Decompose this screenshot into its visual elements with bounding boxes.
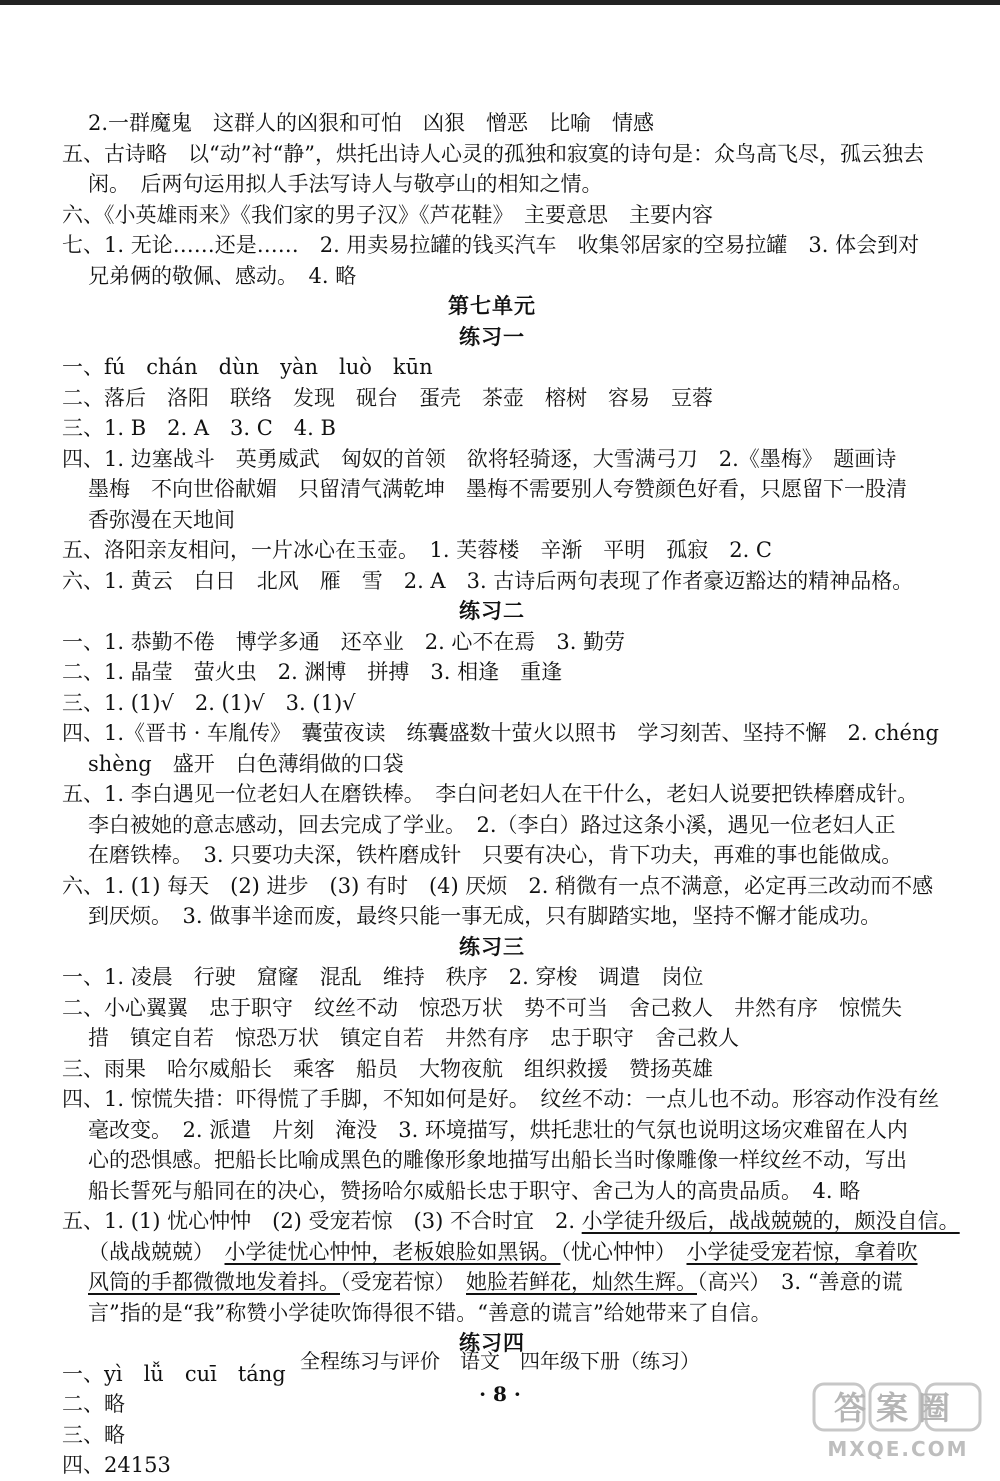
answer-line: 船长誓死与船同在的决心，赞扬哈尔威船长忠于职守、舍己为人的高贵品质。 4. 略 [88,1178,861,1203]
section-title-exercise-1: 练习一 [459,323,525,349]
answer-line: 二、落后 洛阳 联络 发现 砚台 蛋壳 茶壶 榕树 容易 豆蓉 [62,385,713,410]
answer-line: 三、雨果 哈尔威船长 乘客 船员 大物夜航 组织救援 赞扬英雄 [62,1056,713,1081]
answer-line: 一、1. 凌晨 行驶 窟窿 混乱 维持 秩序 2. 穿梭 调遣 岗位 [62,965,704,989]
answer-line: 墨梅 不向世俗献媚 只留清气满乾坤 墨梅不需要别人夸赞颜色好看，只愿留下一股清 [88,477,907,501]
top-border-rule [0,0,1000,5]
watermark-text-en: MXQE.COM [827,1437,969,1461]
answer-line: 六、1. 黄云 白日 北风 雁 雪 2. A 3. 古诗后两句表现了作者豪迈豁达的精神品格。 [62,568,914,593]
answer-line: 心的恐惧感。把船长比喻成黑色的雕像形象地描写出船长当时像雕像一样纹丝不动，写出 [88,1148,907,1172]
answer-content [62,108,960,1481]
watermark-logo [808,1380,988,1464]
answer-line: 三、1. (1)√ 2. (1)√ 3. (1)√ [62,690,356,715]
page-number: · 8 · [479,1382,521,1406]
answer-line: 李白被她的意志感动，回去完成了学业。 2.（李白）路过这条小溪，遇见一位老妇人正 [88,812,896,837]
book-footer: 全程练习与评价 语文 四年级下册（练习） [300,1349,700,1373]
answer-line: 措 镇定自若 惊恐万状 镇定自若 井然有序 忠于职守 舍己救人 [88,1026,739,1050]
answer-line: 2.一群魔鬼 这群人的凶狠和可怕 凶狠 憎恶 比喻 情感 [88,111,655,135]
answer-line: 四、1. 边塞战斗 英勇威武 匈奴的首领 欲将轻骑逐，大雪满弓刀 2.《墨梅》 题画诗 [62,446,897,471]
answer-line [62,1206,960,1237]
answer-line: 三、略 [62,1422,125,1447]
answer-line: 言”指的是“我”称赞小学徒吹饰得很不错。“善意的谎言”给她带来了自信。 [88,1300,772,1325]
answer-text: （战战兢兢） [88,1239,225,1264]
answer-line: 毫改变。 2. 派遣 片刻 淹没 3. 环境描写，烘托悲壮的气氛也说明这场灾难留在人内 [88,1117,908,1142]
answer-line: 一、yì lǚ cuī táng [62,1361,286,1386]
answer-line: 六、1. (1) 每天 (2) 进步 (3) 有时 (4) 厌烦 2. 稍微有一点不满意，必定再三改动而不感 [62,873,934,898]
answer-line: 五、1. 李白遇见一位老妇人在磨铁棒。 李白问老妇人在干什么，老妇人说要把铁棒磨成针。 [62,782,919,806]
answer-line: 四、24153 [62,1453,171,1477]
answer-line: 一、fú chán dùn yàn luò kūn [62,355,433,379]
answer-line: 闲。 后两句运用拟人手法写诗人与敬亭山的相知之情。 [88,172,603,196]
answer-line: 香弥漫在天地间 [88,507,235,532]
answer-line: 三、1. B 2. A 3. C 4. B [62,416,336,440]
answer-text: （受宠若惊） [340,1270,466,1294]
section-title-exercise-3: 练习三 [459,933,525,959]
section-title-exercise-4: 练习四 [459,1330,525,1355]
underlined-answer: 小学徒受宠若惊，拿着吹 [686,1239,918,1264]
answer-line: 六、《小英雄雨来》《我们家的男子汉》《芦花鞋》 主要意思 主要内容 [62,202,713,227]
answer-text: （高兴） 3. “善意的谎 [697,1270,903,1294]
answer-line [62,1267,922,1298]
answer-line: 二、1. 晶莹 萤火虫 2. 渊博 拼搏 3. 相逢 重逢 [62,660,563,684]
underlined-answer: 她脸若鲜花，灿然生辉。 [466,1270,697,1294]
answer-line: 五、洛阳亲友相问，一片冰心在玉壶。 1. 芙蓉楼 辛渐 平明 孤寂 2. C [62,538,772,562]
answer-line: 一、1. 恭勤不倦 博学多通 还卒业 2. 心不在焉 3. 勤劳 [62,629,626,654]
answer-line [62,1237,922,1268]
answer-line: 到厌烦。 3. 做事半途而废，最终只能一事无成，只有脚踏实地，坚持不懈才能成功。 [88,904,882,928]
answer-line: 二、略 [62,1392,125,1416]
answer-line: 二、小心翼翼 忠于职守 纹丝不动 惊恐万状 势不可当 舍己救人 井然有序 惊慌失 [62,995,902,1020]
answer-line: 四、1.《晋书 · 车胤传》 囊萤夜读 练囊盛数十萤火以照书 学习刻苦、坚持不懈 2. chéng [62,721,939,745]
watermark-text-cn: 答案圈 [833,1389,961,1427]
answer-text: （忧心忡忡） [560,1239,687,1264]
answer-line: 兄弟俩的敬佩、感动。 4. 略 [88,263,357,288]
section-title-exercise-2: 练习二 [459,598,525,623]
unit-title: 第七单元 [448,293,536,318]
answer-line: 在磨铁棒。 3. 只要功夫深，铁杵磨成针 只要有决心，肯下功夫，再难的事也能做成。 [88,843,903,867]
answer-line: 七、1. 无论……还是…… 2. 用卖易拉罐的钱买汽车 收集邻居家的空易拉罐 3. 体会到对 [62,233,920,257]
answer-line: 五、古诗略 以“动”衬“静”，烘托出诗人心灵的孤独和寂寞的诗句是：众鸟高飞尽，孤云独去 [62,141,924,166]
underlined-answer: 小学徒忧心忡忡，老板娘脸如黑锅。 [224,1239,561,1264]
underlined-answer: 风筒的手都微微地发着抖。 [88,1270,340,1294]
answer-text: 五、1. (1) 忧心忡忡 (2) 受宠若惊 (3) 不合时宜 2. [62,1209,582,1233]
answer-line: shèng 盛开 白色薄绢做的口袋 [88,751,404,776]
answer-line: 四、1. 惊慌失措：吓得慌了手脚，不知如何是好。 纹丝不动：一点儿也不动。形容动作没有丝 [62,1087,940,1111]
underlined-answer: 小学徒升级后，战战兢兢的，颇没自信。 [581,1209,960,1233]
